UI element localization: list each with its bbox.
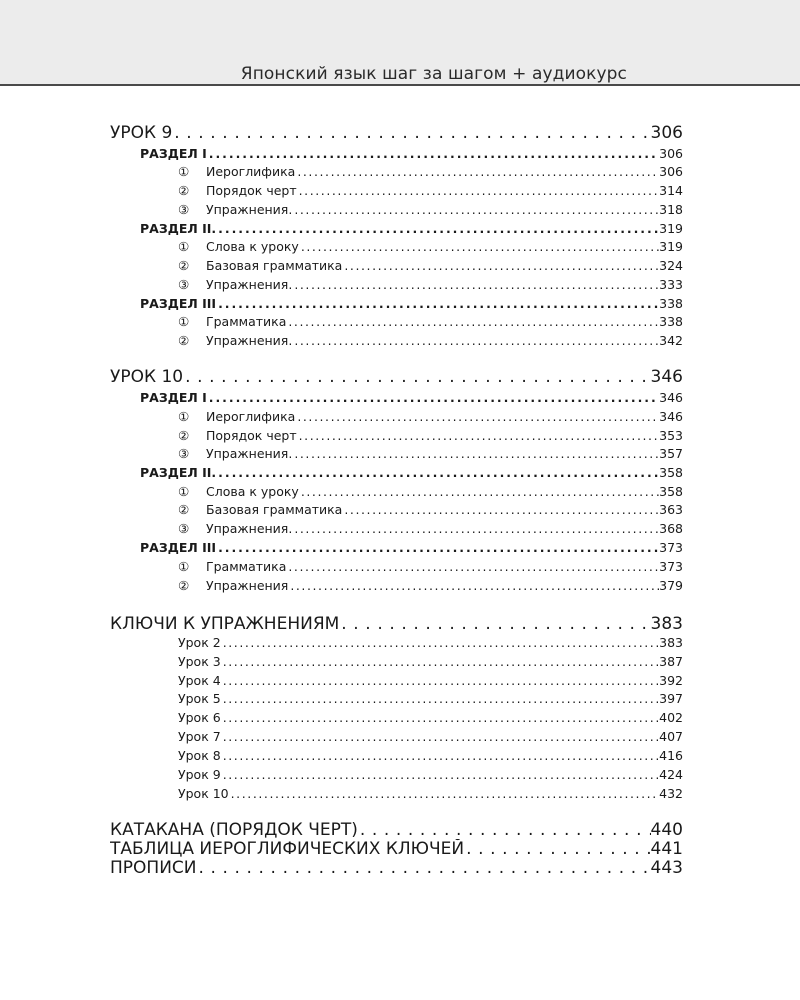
leader-dots <box>221 729 659 744</box>
leader-dots <box>216 540 659 555</box>
toc-entry-page: 338 <box>659 314 683 329</box>
toc-entry-title: Слова к уроку <box>206 484 299 499</box>
toc-entry-page: 373 <box>659 559 683 574</box>
circled-number: ③ <box>178 446 190 461</box>
circled-number: ① <box>178 409 190 424</box>
toc-entry-page: 346 <box>659 390 683 405</box>
toc-entry-title: Иероглифика <box>206 409 296 424</box>
toc-entry-title: Грамматика <box>206 314 287 329</box>
toc-entry-item[interactable] <box>178 428 683 444</box>
toc-entry-title: Иероглифика <box>206 164 296 179</box>
toc-entry-title: Урок 5 <box>178 691 221 706</box>
leader-dots <box>183 367 650 387</box>
leader-dots <box>339 614 650 634</box>
toc-entry-item[interactable] <box>178 314 683 330</box>
leader-dots <box>342 258 659 273</box>
leader-dots <box>216 296 659 311</box>
toc-entry-section[interactable] <box>140 146 683 162</box>
leader-dots <box>299 239 659 254</box>
toc-entry-title: УРОК 9 <box>110 123 173 143</box>
toc-entry-section[interactable] <box>140 221 683 237</box>
toc-entry-section[interactable] <box>140 540 683 556</box>
toc-entry-key-item[interactable] <box>178 654 683 670</box>
leader-dots <box>207 390 659 405</box>
toc-entry-item[interactable] <box>178 409 683 425</box>
leader-dots <box>288 578 659 593</box>
leader-dots <box>221 635 659 650</box>
toc-entry-title: ТАБЛИЦА ИЕРОГЛИФИЧЕСКИХ КЛЮЧЕЙ <box>110 839 465 859</box>
leader-dots <box>221 654 659 669</box>
toc-entry-page: 346 <box>650 367 683 387</box>
toc-entry-lesson-9[interactable] <box>110 123 683 143</box>
toc-entry-page: 357 <box>659 446 683 461</box>
toc-entry-page: 358 <box>659 465 683 480</box>
leader-dots <box>221 748 659 763</box>
leader-dots <box>207 146 659 161</box>
toc-entry-title: УРОК 10 <box>110 367 184 387</box>
toc-entry-page: 443 <box>650 858 683 878</box>
toc-entry-katakana[interactable] <box>110 820 683 840</box>
toc-entry-item[interactable] <box>178 446 683 462</box>
toc-entry-page: 342 <box>659 333 683 348</box>
toc-entry-title: Упражнения. <box>206 277 293 292</box>
toc-entry-title: Порядок черт <box>206 428 297 443</box>
toc-entry-item[interactable] <box>178 559 683 575</box>
circled-number: ② <box>178 333 190 348</box>
toc-entry-title: Упражнения. <box>206 202 293 217</box>
toc-entry-title: Урок 4 <box>178 673 221 688</box>
circled-number: ③ <box>178 277 190 292</box>
toc-entry-page: 346 <box>659 409 683 424</box>
toc-entry-item[interactable] <box>178 258 683 274</box>
toc-entry-key-item[interactable] <box>178 729 683 745</box>
leader-dots <box>172 123 650 143</box>
leader-dots <box>295 409 659 424</box>
toc-entry-page: 383 <box>659 635 683 650</box>
toc-entry-page: 358 <box>659 484 683 499</box>
toc-entry-section[interactable] <box>140 296 683 312</box>
toc-entry-page: 416 <box>659 748 683 763</box>
toc-entry-page: 324 <box>659 258 683 273</box>
leader-dots <box>221 673 659 688</box>
toc-entry-title: РАЗДЕЛ III <box>140 296 217 311</box>
toc-entry-page: 306 <box>659 164 683 179</box>
toc-entry-title: Упражнения. <box>206 521 293 536</box>
toc-entry-page: 440 <box>650 820 683 840</box>
leader-dots <box>197 858 651 878</box>
toc-entry-page: 392 <box>659 673 683 688</box>
toc-entry-propisi[interactable] <box>110 858 683 878</box>
toc-entry-page: 379 <box>659 578 683 593</box>
toc-entry-item[interactable] <box>178 502 683 518</box>
toc-entry-key-item[interactable] <box>178 748 683 764</box>
leader-dots <box>292 446 659 461</box>
toc-entry-title: Базовая грамматика <box>206 502 343 517</box>
toc-entry-title: РАЗДЕЛ II. <box>140 465 217 480</box>
circled-number: ① <box>178 164 190 179</box>
leader-dots <box>464 839 650 859</box>
circled-number: ② <box>178 258 190 273</box>
toc-entry-title: Базовая грамматика <box>206 258 343 273</box>
toc-entry-page: 363 <box>659 502 683 517</box>
toc-entry-page: 424 <box>659 767 683 782</box>
toc-entry-page: 318 <box>659 202 683 217</box>
toc-entry-item[interactable] <box>178 521 683 537</box>
toc-entry-page: 314 <box>659 183 683 198</box>
toc-entry-title: Слова к уроку <box>206 239 299 254</box>
leader-dots <box>216 465 659 480</box>
toc-entry-page: 333 <box>659 277 683 292</box>
toc-entry-title: Урок 6 <box>178 710 221 725</box>
toc-entry-title: РАЗДЕЛ I <box>140 146 207 161</box>
toc-entry-item[interactable] <box>178 183 683 199</box>
page-header <box>0 0 800 86</box>
leader-dots <box>292 333 659 348</box>
toc-entry-item[interactable] <box>178 333 683 349</box>
toc-entry-page: 441 <box>650 839 683 859</box>
leader-dots <box>358 820 651 840</box>
circled-number: ① <box>178 239 190 254</box>
circled-number: ③ <box>178 521 190 536</box>
toc-entry-page: 368 <box>659 521 683 536</box>
toc-entry-title: КАТАКАНА (ПОРЯДОК ЧЕРТ) <box>110 820 358 840</box>
leader-dots <box>295 164 659 179</box>
toc-entry-title: Урок 10 <box>178 786 229 801</box>
leader-dots <box>297 183 660 198</box>
circled-number: ② <box>178 502 190 517</box>
leader-dots <box>221 767 659 782</box>
leader-dots <box>292 202 659 217</box>
toc-entry-key-item[interactable] <box>178 691 683 707</box>
leader-dots <box>299 484 659 499</box>
toc-entry-page: 387 <box>659 654 683 669</box>
toc-entry-title: ПРОПИСИ <box>110 858 197 878</box>
toc-entry-title: РАЗДЕЛ II. <box>140 221 217 236</box>
toc-entry-title: Урок 9 <box>178 767 221 782</box>
circled-number: ① <box>178 314 190 329</box>
toc-entry-section[interactable] <box>140 390 683 406</box>
toc-entry-page: 306 <box>659 146 683 161</box>
toc-entry-page: 338 <box>659 296 683 311</box>
toc-entry-key-item[interactable] <box>178 786 683 802</box>
toc-entry-title: Упражнения. <box>206 333 293 348</box>
toc-entry-keys[interactable] <box>110 614 683 634</box>
toc-entry-page: 319 <box>659 221 683 236</box>
toc-entry-kanji-table[interactable] <box>110 839 683 859</box>
toc-entry-title: Урок 8 <box>178 748 221 763</box>
circled-number: ② <box>178 428 190 443</box>
leader-dots <box>221 710 659 725</box>
toc-entry-page: 402 <box>659 710 683 725</box>
toc-entry-page: 407 <box>659 729 683 744</box>
toc-entry-title: РАЗДЕЛ III <box>140 540 217 555</box>
toc-entry-title: КЛЮЧИ К УПРАЖНЕНИЯМ <box>110 614 340 634</box>
toc-entry-title: Грамматика <box>206 559 287 574</box>
circled-number: ③ <box>178 202 190 217</box>
toc-entry-item[interactable] <box>178 164 683 180</box>
toc-entry-title: Урок 2 <box>178 635 221 650</box>
leader-dots <box>297 428 660 443</box>
toc-entry-lesson-10[interactable] <box>110 367 683 387</box>
toc-entry-page: 306 <box>650 123 683 143</box>
leader-dots <box>216 221 659 236</box>
circled-number: ② <box>178 578 190 593</box>
toc-entry-item[interactable] <box>178 277 683 293</box>
toc-entry-key-item[interactable] <box>178 635 683 651</box>
toc-entry-key-item[interactable] <box>178 673 683 689</box>
toc-entry-page: 353 <box>659 428 683 443</box>
toc-entry-key-item[interactable] <box>178 767 683 783</box>
toc-entry-title: РАЗДЕЛ I <box>140 390 207 405</box>
toc-entry-key-item[interactable] <box>178 710 683 726</box>
toc-entry-page: 373 <box>659 540 683 555</box>
circled-number: ① <box>178 559 190 574</box>
leader-dots <box>292 277 659 292</box>
toc-entry-title: Порядок черт <box>206 183 297 198</box>
toc-entry-item[interactable] <box>178 202 683 218</box>
running-header-title: Японский язык шаг за шагом + аудиокурс <box>240 64 627 84</box>
leader-dots <box>286 314 659 329</box>
leader-dots <box>229 786 660 801</box>
toc-entry-item[interactable] <box>178 578 683 594</box>
toc-entry-section[interactable] <box>140 465 683 481</box>
circled-number: ① <box>178 484 190 499</box>
toc-entry-page: 432 <box>659 786 683 801</box>
toc-entry-title: Упражнения <box>206 578 289 593</box>
toc-entry-item[interactable] <box>178 484 683 500</box>
leader-dots <box>292 521 659 536</box>
toc-entry-title: Урок 3 <box>178 654 221 669</box>
toc-entry-title: Упражнения. <box>206 446 293 461</box>
toc-entry-page: 383 <box>650 614 683 634</box>
circled-number: ② <box>178 183 190 198</box>
leader-dots <box>342 502 659 517</box>
leader-dots <box>221 691 659 706</box>
toc-entry-page: 319 <box>659 239 683 254</box>
toc-entry-title: Урок 7 <box>178 729 221 744</box>
leader-dots <box>286 559 659 574</box>
toc-entry-item[interactable] <box>178 239 683 255</box>
toc-entry-page: 397 <box>659 691 683 706</box>
